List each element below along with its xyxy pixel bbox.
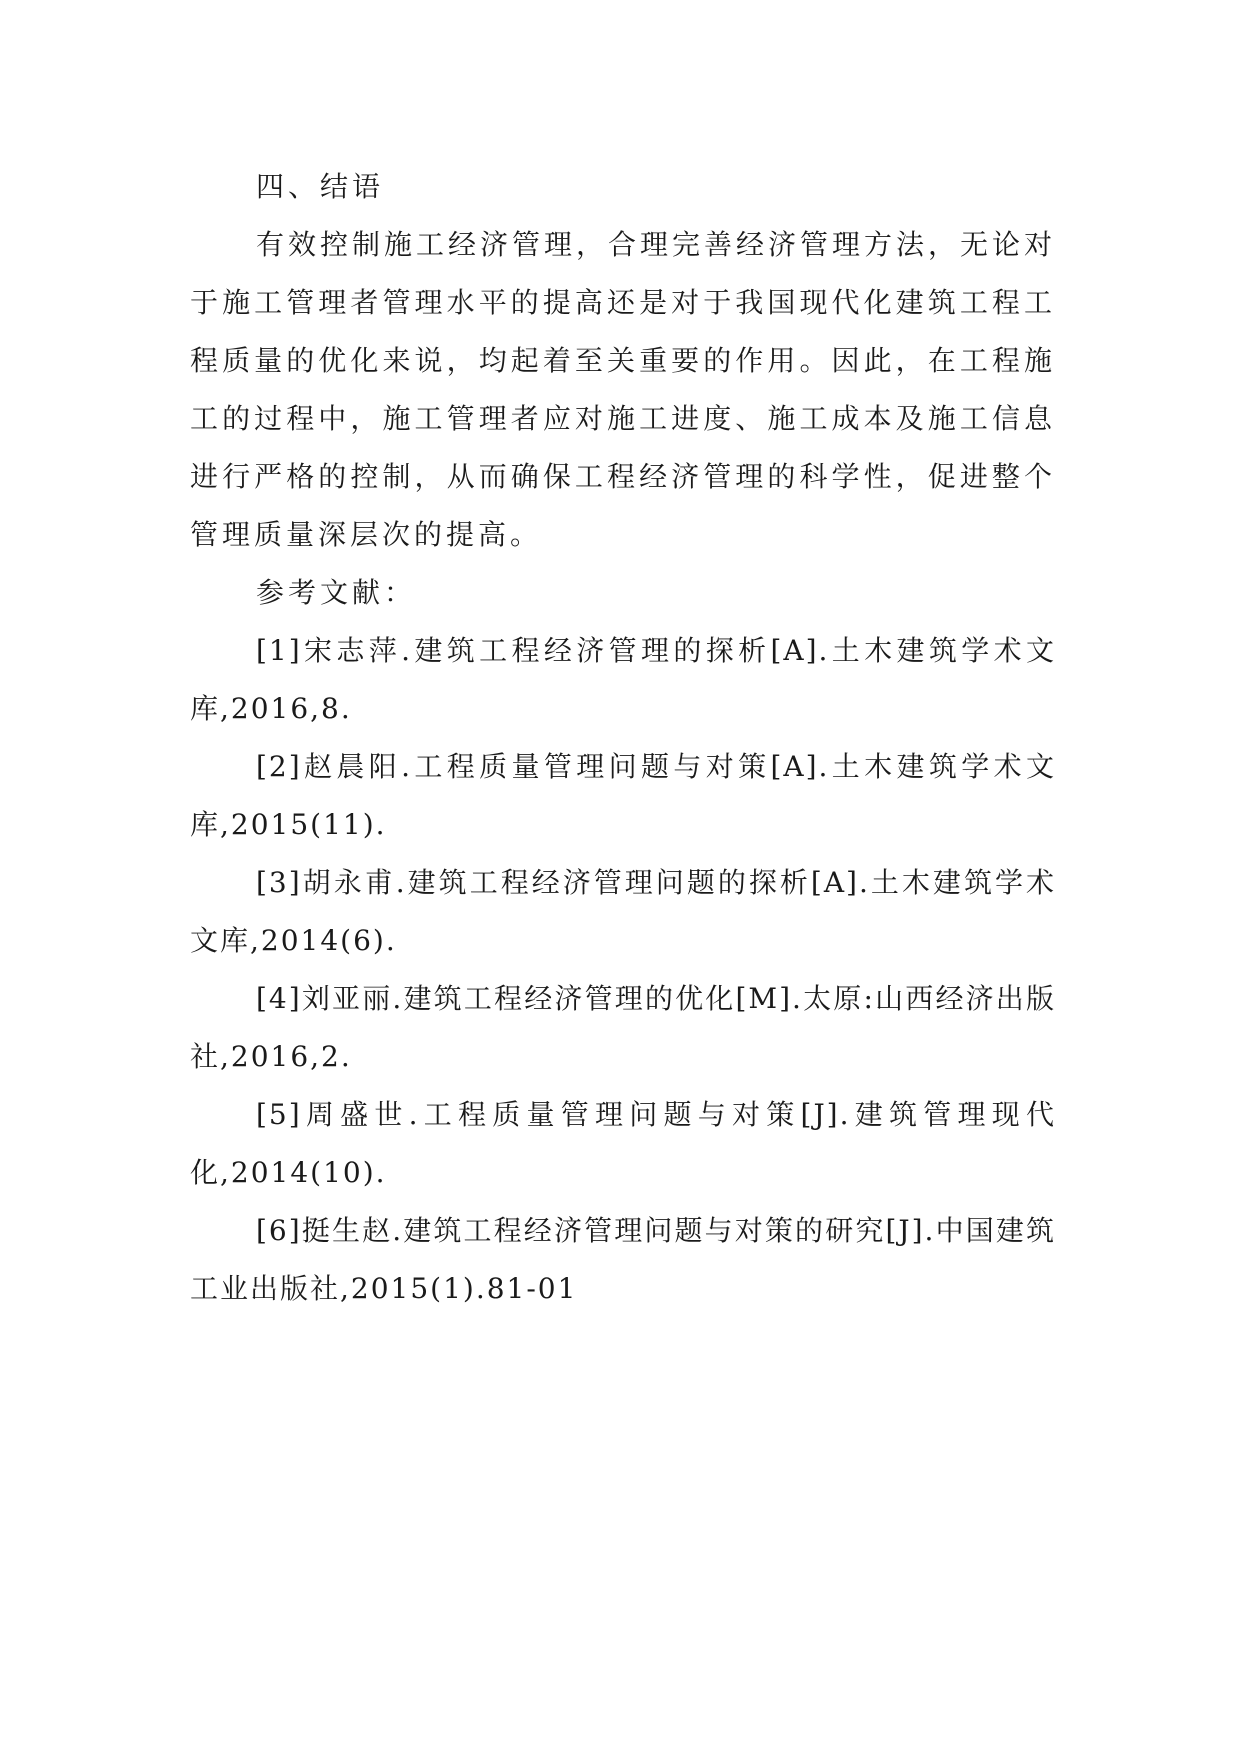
reference-list bbox=[190, 622, 1056, 1318]
references-title: 参考文献： bbox=[256, 576, 417, 609]
reference-item: [4]刘亚丽.建筑工程经济管理的优化[M].太原:山西经济出版社,2016,2. bbox=[190, 982, 1056, 1073]
reference-item: [3]胡永甫.建筑工程经济管理问题的探析[A].土木建筑学术文库,2014(6). bbox=[190, 866, 1056, 957]
reference-item: [2]赵晨阳.工程质量管理问题与对策[A].土木建筑学术文库,2015(11). bbox=[190, 750, 1056, 841]
conclusion-paragraph: 有效控制施工经济管理，合理完善经济管理方法，无论对于施工管理者管理水平的提高还是对于我国现代化建筑工程工程质量的优化来说，均起着至关重要的作用。因此，在工程施工的过程中，施工管理者应对施工进度、施工成本及施工信息进行严格的控制，从而确保工程经济管理的科学性，促进整个管理质量深层次的提高。 bbox=[190, 228, 1057, 551]
reference-item: [5]周盛世.工程质量管理问题与对策[J].建筑管理现代化,2014(10). bbox=[190, 1098, 1056, 1189]
section-heading: 四、结语 bbox=[256, 170, 385, 203]
reference-item: [1]宋志萍.建筑工程经济管理的探析[A].土木建筑学术文库,2016,8. bbox=[190, 634, 1056, 725]
document-body bbox=[190, 158, 1056, 1318]
reference-item: [6]挺生赵.建筑工程经济管理问题与对策的研究[J].中国建筑工业出版社,2015(1).81-01 bbox=[190, 1214, 1056, 1305]
